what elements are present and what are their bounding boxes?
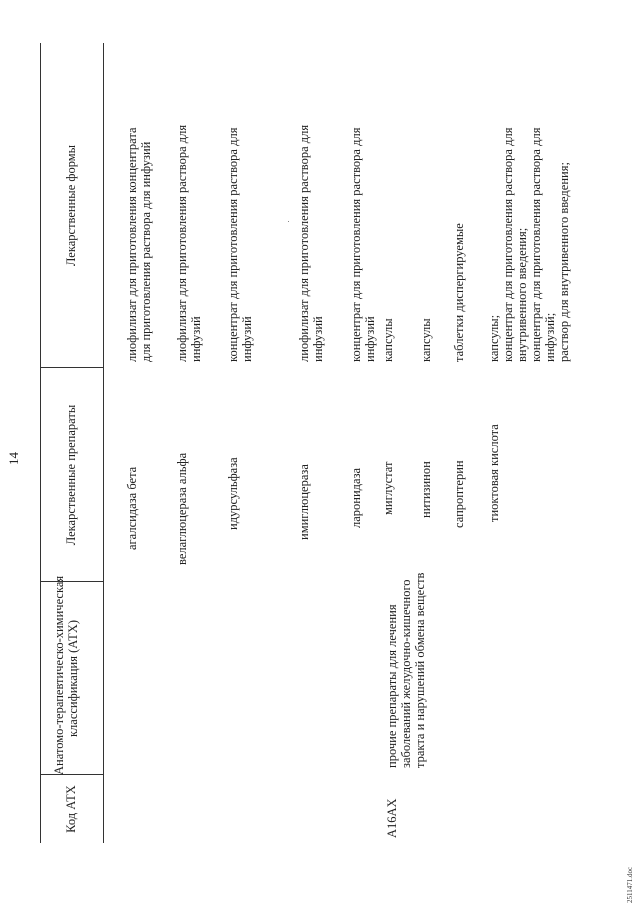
group-code: A16AX bbox=[385, 798, 399, 838]
drug-name: сапроптерин bbox=[452, 460, 466, 528]
drug-forms: капсулы; концентрат для приготовления раствора для внутривенного введения; концентрат для приготовления раствора для инфузий; раствор для внутривенного введения; bbox=[487, 127, 571, 362]
header-code: Код АТХ bbox=[64, 785, 78, 833]
group-name-line: заболеваний желудочно-кишечного bbox=[399, 579, 413, 768]
drug-forms: капсулы bbox=[381, 318, 395, 362]
drug-forms: лиофилизат для приготовления раствора для инфузий bbox=[297, 124, 325, 362]
drug-forms: концентрат для приготовления раствора для инфузий bbox=[226, 127, 254, 362]
footer-filename: 2511471.doc bbox=[626, 866, 634, 903]
drug-name: идурсульфаза bbox=[226, 457, 240, 530]
drug-forms: капсулы bbox=[419, 318, 433, 362]
drug-name: нитизинон bbox=[419, 461, 433, 518]
drug-forms: концентрат для приготовления раствора для инфузий bbox=[349, 127, 377, 362]
scan-mark bbox=[288, 221, 289, 222]
table-top-border bbox=[40, 43, 41, 843]
drug-name: миглустат bbox=[381, 461, 395, 515]
drug-name: ларонидаза bbox=[349, 467, 363, 528]
page-number: 14 bbox=[6, 452, 21, 465]
drug-forms: таблетки диспергируемые bbox=[452, 223, 466, 362]
header-drugs: Лекарственные препараты bbox=[64, 404, 78, 546]
drug-name: велаглюцераза альфа bbox=[175, 452, 189, 565]
group-name-line: прочие препараты для лечения bbox=[385, 604, 399, 768]
group-name bbox=[385, 573, 427, 768]
header-bottom-border bbox=[103, 43, 104, 843]
group-name-line: тракта и нарушений обмена веществ bbox=[413, 572, 427, 768]
drug-name: имиглюцераза bbox=[297, 464, 311, 540]
drug-name: тиоктовая кислота bbox=[487, 424, 501, 522]
drug-forms: лиофилизат для приготовления раствора для инфузий bbox=[175, 124, 203, 362]
drug-forms: лиофилизат для приготовления концентрата для приготовления раствора для инфузий bbox=[125, 127, 153, 362]
header-atc: Анатомо-терапевтическо-химическая классификация (АТХ) bbox=[52, 575, 80, 775]
header-forms: Лекарственные формы bbox=[64, 144, 78, 267]
drug-name: агалсидаза бета bbox=[125, 466, 139, 550]
